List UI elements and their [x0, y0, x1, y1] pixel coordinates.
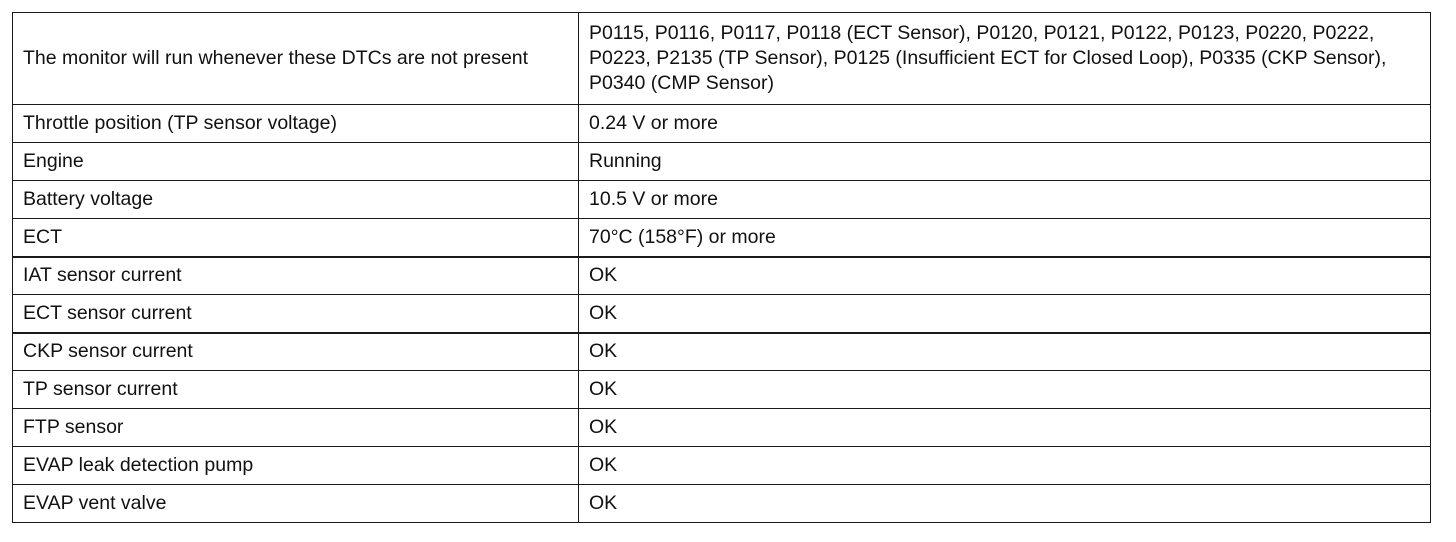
condition-cell: EVAP leak detection pump: [13, 447, 579, 485]
condition-cell: CKP sensor current: [13, 333, 579, 371]
monitor-conditions-table: [12, 12, 1431, 523]
condition-cell: ECT sensor current: [13, 295, 579, 333]
value-cell: Running: [579, 143, 1431, 181]
table-row: [13, 409, 1431, 447]
condition-cell: EVAP vent valve: [13, 485, 579, 523]
condition-cell: FTP sensor: [13, 409, 579, 447]
condition-cell: Battery voltage: [13, 181, 579, 219]
condition-cell: IAT sensor current: [13, 257, 579, 295]
table-row: [13, 371, 1431, 409]
table-row: [13, 295, 1431, 333]
value-cell: OK: [579, 295, 1431, 333]
value-cell: OK: [579, 371, 1431, 409]
value-cell: 10.5 V or more: [579, 181, 1431, 219]
table-row: [13, 13, 1431, 105]
table-row: [13, 105, 1431, 143]
value-cell: OK: [579, 447, 1431, 485]
value-cell: OK: [579, 485, 1431, 523]
table-row: [13, 181, 1431, 219]
table-row: [13, 333, 1431, 371]
value-cell: OK: [579, 409, 1431, 447]
table-row: [13, 143, 1431, 181]
table-row: [13, 447, 1431, 485]
value-cell: 0.24 V or more: [579, 105, 1431, 143]
value-cell: 70°C (158°F) or more: [579, 219, 1431, 257]
condition-cell: The monitor will run whenever these DTCs are not present: [13, 13, 579, 105]
value-cell: P0115, P0116, P0117, P0118 (ECT Sensor), P0120, P0121, P0122, P0123, P0220, P0222, P0223, P2135 (TP Sensor), P0125 (Insufficient ECT for Closed Loop), P0335 (CKP Sensor), P0340 (CMP Sensor): [579, 13, 1431, 105]
value-cell: OK: [579, 333, 1431, 371]
value-cell: OK: [579, 257, 1431, 295]
condition-cell: Engine: [13, 143, 579, 181]
condition-cell: Throttle position (TP sensor voltage): [13, 105, 579, 143]
table-row: [13, 485, 1431, 523]
table-row: [13, 257, 1431, 295]
condition-cell: TP sensor current: [13, 371, 579, 409]
condition-cell: ECT: [13, 219, 579, 257]
table-row: [13, 219, 1431, 257]
